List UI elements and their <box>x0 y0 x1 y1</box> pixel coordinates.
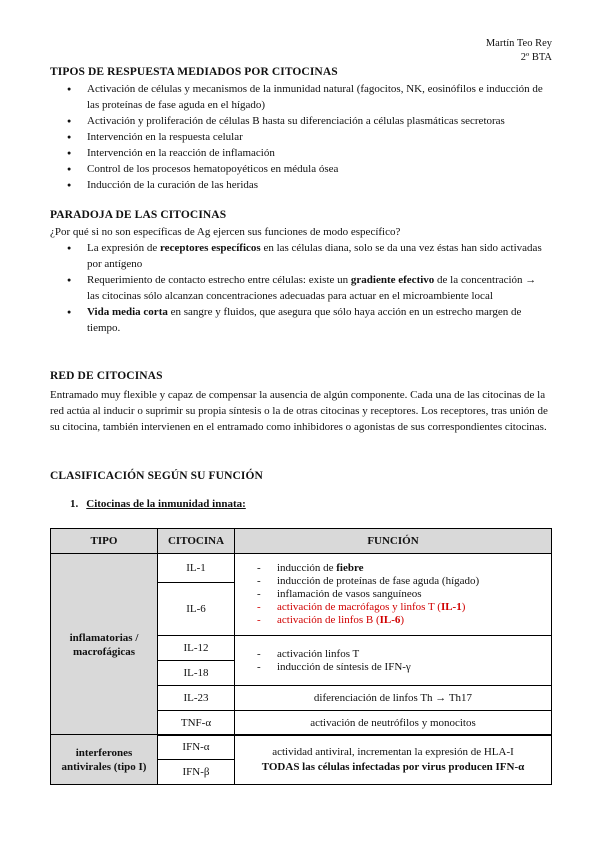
citocinas-table <box>50 528 552 736</box>
author-course: 2º BTA <box>520 52 552 63</box>
subsection-heading <box>70 498 246 510</box>
citocina-cell: IFN-β <box>158 760 235 785</box>
author-name: Martín Teo Rey <box>485 38 552 49</box>
funcion-list <box>235 648 551 674</box>
list-item <box>257 601 551 614</box>
bold-text: Vida media corta <box>87 306 168 318</box>
funcion-cell <box>235 636 552 686</box>
text: de la concentración → las citocinas sólo alcanzan concentraciones adecuadas para actuar en el microambiente local <box>87 274 537 302</box>
bold-text: IL-6 <box>379 614 401 626</box>
table-row <box>51 554 552 583</box>
list-item: ● Intervención en la respuesta celular <box>50 129 550 145</box>
section-title-paradoja: PARADOJA DE LAS CITOCINAS <box>50 209 227 221</box>
list-item <box>257 614 551 627</box>
list-item <box>50 272 550 304</box>
bold-text: fiebre <box>336 562 364 574</box>
list-item: - inflamación de vasos sanguíneos <box>257 588 551 601</box>
funcion-cell: diferenciación de linfos Th → Th17 <box>235 686 552 711</box>
red-paragraph: Entramado muy flexible y capaz de compensar la ausencia de algún componente. Cada una de las citocinas de la red actúa al inducir o suprimir su propia síntesis o la de otras citocinas y receptores. Los receptores, tras unión de su citocina, también intervienen en el entramado como inhibidores o agonistas de sus correspondientes citocinas. <box>50 389 548 433</box>
citocina-cell: IL-23 <box>158 686 235 711</box>
tipo-interferones: interferones antivirales (tipo I) <box>51 735 158 785</box>
paradoja-list <box>50 240 550 336</box>
bold-text: gradiente efectivo <box>350 274 435 286</box>
list-item <box>50 304 550 336</box>
list-item: ● Activación de células y mecanismos de la inmunidad natural (fagocitos, NK, eosinófilos e inducción de las proteínas de fase aguda en el hígado) <box>50 81 550 113</box>
text: en las células diana, solo se da una vez éstas han sido activadas por antígeno <box>87 242 542 270</box>
list-item <box>50 240 550 272</box>
list-item: - inducción de síntesis de IFN-γ <box>257 661 551 674</box>
funcion-cell <box>235 735 552 785</box>
text: activación de linfos B ( <box>277 614 380 626</box>
list-item: ● Activación y proliferación de células B hasta su diferenciación a células plasmáticas secretoras <box>50 113 550 129</box>
bold-text: IL-1 <box>440 601 462 613</box>
text: ) <box>400 614 405 626</box>
header-citocina: CITOCINA <box>158 529 235 554</box>
table-header-row <box>51 529 552 554</box>
funcion-text: actividad antiviral, incrementan la expresión de HLA-I <box>272 745 514 758</box>
text: La expresión de <box>87 242 160 254</box>
list-item: ● Intervención en la reacción de inflamación <box>50 145 550 161</box>
citocina-cell: IL-1 <box>158 554 235 583</box>
funcion-bold-text: TODAS las células infectadas por virus producen IFN-α <box>261 760 525 773</box>
funcion-list <box>235 562 551 627</box>
citocina-cell: IL-18 <box>158 661 235 686</box>
text: ) <box>461 601 466 613</box>
subsection-title: Citocinas de la inmunidad innata: <box>86 498 246 510</box>
tipo-inflamatorias: inflamatorias / macrofágicas <box>51 554 158 736</box>
tipos-list <box>50 81 550 193</box>
citocina-cell: IL-12 <box>158 636 235 661</box>
text: activación de macrófagos y linfos T ( <box>277 601 441 613</box>
subsection-number: 1. <box>70 498 79 510</box>
funcion-cell: activación de neutrófilos y monocitos <box>235 711 552 736</box>
citocinas-table-ifn <box>50 734 552 785</box>
citocina-cell: IL-6 <box>158 583 235 636</box>
header-tipo: TIPO <box>51 529 158 554</box>
section-title-tipos: TIPOS DE RESPUESTA MEDIADOS POR CITOCINAS <box>50 66 338 78</box>
section-title-red: RED DE CITOCINAS <box>50 370 163 382</box>
list-item: - activación linfos T <box>257 648 551 661</box>
list-item: ● Control de los procesos hematopoyéticos en médula ósea <box>50 161 550 177</box>
list-item <box>257 562 551 575</box>
table-row <box>51 735 552 760</box>
citocina-cell: TNF-α <box>158 711 235 736</box>
text: Requerimiento de contacto estrecho entre células: existe un <box>87 274 351 286</box>
bold-text: receptores específicos <box>160 242 261 254</box>
text: en sangre y fluidos, que asegura que sólo haya acción en un estrecho margen de tiempo. <box>87 306 522 334</box>
paradoja-question: ¿Por qué si no son específicas de Ag ejercen sus funciones de modo específico? <box>50 226 401 238</box>
citocina-cell: IFN-α <box>158 735 235 760</box>
funcion-cell <box>235 554 552 636</box>
text: inducción de <box>277 562 337 574</box>
list-item: ● Inducción de la curación de las heridas <box>50 177 550 193</box>
header-funcion: FUNCIÓN <box>235 529 552 554</box>
section-title-clasificacion: CLASIFICACIÓN SEGÚN SU FUNCIÓN <box>50 470 263 482</box>
author-header <box>486 37 552 65</box>
list-item: - inducción de proteínas de fase aguda (hígado) <box>257 575 551 588</box>
